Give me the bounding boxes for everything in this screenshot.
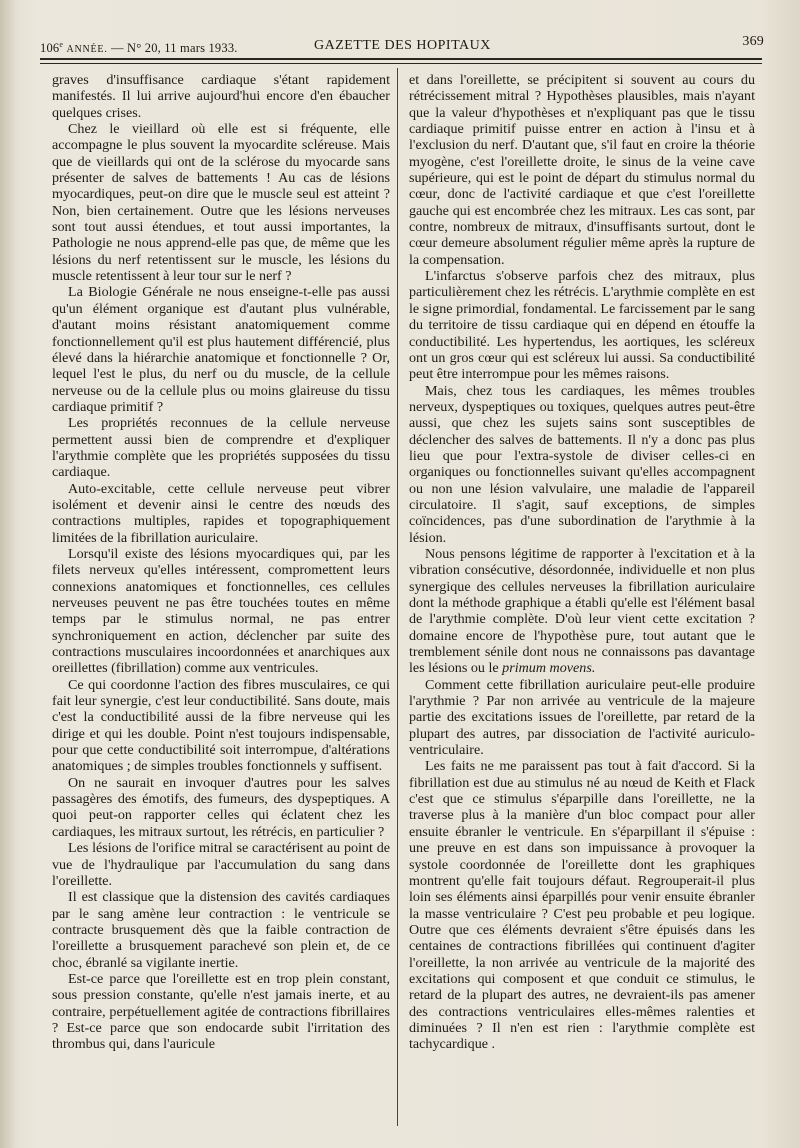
column-divider (397, 68, 398, 1126)
paragraph: Il est classique que la distension des cavités cardiaques par le sang amène leur contraction : le ventricule se contracte brusquement dès que la faible contraction de l'oreillette a brusquement parachevé son plein et, de ce choc, ébranlé sa vigilante inertie. (52, 889, 390, 971)
paragraph: On ne saurait en invoquer d'autres pour les salves passagères des émotifs, des fumeurs, des dyspeptiques. A quoi peut-on rapporter celles qui éclatent chez les cardiaques, les mitraux surtout, les rétrécis, en particulier ? (52, 774, 390, 840)
paragraph: Ce qui coordonne l'action des fibres musculaires, ce qui fait leur synergie, c'est leur conductibilité. Sans doute, mais c'est la conductibilité aussi de la fibre nerveuse qui les dirige et qui les double. Point n'est toujours indispensable, pour que cette conductibilité soit interrompue, d'altérations anatomiques ; de simples troubles fonctionnels y suffisent. (52, 676, 390, 775)
paragraph: Lorsqu'il existe des lésions myocardiques qui, par les filets nerveux qu'elles intéressent, compromettent leurs connexions anatomiques et fonctionnelles, ces cellules nerveuses peuvent ne pas être touchées toutes en même temps par le stimulus normal, ne pas entrer synchroniquement en action, déclencher par suite des contractions musculaires incoordonnées et anarchiques aux oreillettes (fibrillation) comme aux ventricules. (52, 545, 390, 677)
paragraph: et dans l'oreillette, se précipitent si souvent au cours du rétrécissement mitral ? Hypothèses plausibles, mais n'ayant que la valeur d'hypothèses et n'expliquant pas que le tissu cardiaque primitif puisse entrer en action à l'insu et à l'exclusion du nerf. D'autant que, s'il faut en croire la théorie myogène, c'est l'oreillette droite, le sinus de la veine cave supérieure, qui est le point de départ du stimulus normal du cœur, donc de l'activité cardiaque et que c'est l'oreillette gauche qui est encombrée chez les mitraux. Les cas sont, par contre, nombreux de mitraux, d'insuffisants surtout, dont le cœur demeure absolument régulier même après la rupture de la compensation. (409, 72, 755, 268)
paragraph: Mais, chez tous les cardiaques, les mêmes troubles nerveux, dyspeptiques ou toxiques, quelques autres peut-être aussi, que chez les sujets sains sont susceptibles de déclencher des salves de battements. Il n'y a donc pas plus lieu que pour l'extra-systole de diviser celles-ci en organiques ou fonctionnelles suivant qu'elles accompagnent ou non une lésion valvulaire, une maladie de l'appareil circulatoire. Il s'agit, sauf exceptions, de simples coïncidences, pas d'une subordination de l'arythmie à la lésion. (409, 382, 755, 546)
issue-line (40, 40, 238, 56)
paragraph: Les lésions de l'orifice mitral se caractérisent au point de vue de l'hydraulique par l'accumulation du sang dans l'oreillette. (52, 840, 390, 889)
issue-word: ANNÉE. (66, 44, 108, 56)
left-column (52, 72, 390, 1053)
page-number: 369 (742, 34, 764, 49)
paragraph-with-italic (409, 546, 755, 677)
issue-date: — N° 20, 11 mars 1933. (110, 41, 238, 56)
paragraph: Les faits ne me paraissent pas tout à fait d'accord. Si la fibrillation est due au stimulus né au nœud de Keith et Flack c'est que ce stimulus s'éparpille dans l'oreillette, ne la traverse plus à la manière d'un bloc compact pour aller ensuite ébranler le ventricule. En s'éparpillant il s'épuise : une preuve en est dans son impuissance à provoquer la systole coordonnée de l'oreillette dont les graphiques montrent qu'elle fait toujours défaut. Regrouperait-il plus loin ses éléments ainsi éparpillés pour venir ensuite ébranler la masse ventriculaire ? C'est peu probable et peu logique. Outre que ces éléments devraient s'être épuisés dans les centaines de contractions fibrillées qui continuent d'agiter l'oreillette, la non arrivée au ventricule de la majorité des excitations qui composent et que conduit ce stimulus, le retard de la plupart des autres, ne devraient-ils pas amener des contractions ventriculaires elles-mêmes ralenties et diminuées ? Il n'en est rien : l'arythmie complète est tachycardique . (409, 758, 755, 1053)
paragraph: Comment cette fibrillation auriculaire peut-elle produire l'arythmie ? Par non arrivée au ventricule de la majeure partie des excitations issues de l'oreillette, par retard de la plupart des autres, par dissociation de l'activité auriculo-ventriculaire. (409, 676, 755, 759)
right-column (409, 72, 755, 1053)
paragraph: Chez le vieillard où elle est si fréquente, elle accompagne le plus souvent la myocardite scléreuse. Mais que de vieillards qui ont de la sclérose du myocarde sans présenter de salves de battements ! Au cas de lésions myocardiques, peut-on dire que le muscle seul est atteint ? Non, bien certainement. Outre que les lésions nerveuses sont tout aussi étendues, et tout aussi importantes, la Pathologie ne nous apprend-elle pas que, de même que les lésions du nerf retentissent sur le muscle, les lésions du muscle retentissent à leur tour sur le nerf ? (52, 121, 390, 285)
paragraph: Est-ce parce que l'oreillette est en trop plein constant, sous pression constante, qu'elle n'est jamais inerte, et au contraire, perpétuellement agitée de contractions fibrillaires ? Est-ce parce que son endocarde subit l'irritation des thrombus qui, dans l'auricule (52, 970, 390, 1053)
paragraph: Les propriétés reconnues de la cellule nerveuse permettent aussi bien de comprendre et d'expliquer l'arythmie complète que les propriétés supposées du tissu cardiaque. (52, 415, 390, 481)
journal-title: GAZETTE DES HOPITAUX (314, 38, 491, 53)
paragraph-text: Nous pensons légitime de rapporter à l'excitation et à la vibration consécutive, désordonnée, individuelle et non plus synergique des cellules nerveuses la fibrillation auriculaire dont la méthode graphique a établi qu'elle est l'élément basal de l'arythmie complète. D'où leur vient cette excitation ? domaine encore de l'hypothèse pure, tout autant que le tremblement sénile dont nous ne connaissons pas davantage les lésions ou le (409, 545, 755, 677)
issue-number: 106 (40, 41, 60, 56)
paragraph: La Biologie Générale ne nous enseigne-t-elle pas aussi qu'un élément organique est d'autant plus vulnérable, d'autant moins résistant anatomiquement comme fonctionnellement qu'il est plus hautement différencié, plus élevé dans la hiérarchie anatomique et fonctionnelle ? Or, lequel l'est le plus, du nerf ou du muscle, de la cellule nerveuse ou de la cellule plus ou moins glaireuse du tissu cardiaque primitif ? (52, 284, 390, 415)
italic-phrase: primum movens. (502, 660, 596, 677)
paragraph: L'infarctus s'observe parfois chez des mitraux, plus particulièrement chez les rétrécis. L'arythmie complète en est le signe primordial, fondamental. Le farcissement par le sang du territoire de tissu cardiaque qui en dépend en étouffe la conductibilité. Les hypertendus, les aortiques, les scléreux ont un gros cœur qui est scléreux lui aussi. Sa conductibilité peut être interrompue pour les mêmes raisons. (409, 268, 755, 383)
page-header (36, 34, 764, 56)
header-rule-thick (40, 58, 762, 60)
header-rule-thin (40, 63, 762, 64)
paragraph: graves d'insuffisance cardiaque s'étant rapidement manifestés. Il lui arrive aujourd'hui encore d'en ébaucher quelques crises. (52, 72, 390, 121)
paragraph: Auto-excitable, cette cellule nerveuse peut vibrer isolément et devenir ainsi le centre des nœuds des contractions multiples, rapides et topographiquement limitées de la fibrillation auriculaire. (52, 480, 390, 546)
issue-superscript: e (59, 40, 64, 49)
